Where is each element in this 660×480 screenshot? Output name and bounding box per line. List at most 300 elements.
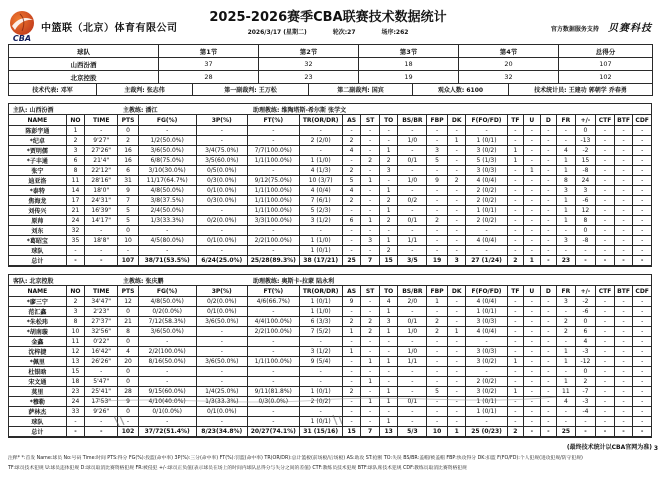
officials-row [9, 84, 653, 96]
table-cell: 23 [557, 256, 576, 266]
legend-line-1: 注释* *:首发 Name:球员 No:号码 Time:时间 PTS:得分 FG(%):投篮(命中率) 3P(%):三分(命中率) FT(%):罚篮(命中率) TR(OR/DR):总计篮板(前场板/后场板) AS:助攻 ST:抢断 TO:失误 BS/BR:盖帽/被盖帽 FBP:快攻得分 DK:扣篮 F(FO/FD):个人犯规(进攻犯规/防守犯规) [8, 456, 583, 461]
table-cell: 1/4(25.0%) [196, 387, 248, 397]
table-cell: - [507, 176, 523, 186]
table-cell: 1 (0/1) [299, 297, 342, 307]
table-cell: - [361, 186, 380, 196]
table-cell: - [633, 236, 652, 246]
table-cell: - [507, 367, 523, 377]
table-cell: - [575, 427, 596, 437]
table-cell: - [398, 417, 427, 427]
table-cell: -4 [575, 407, 596, 417]
table-cell: 28 [159, 71, 259, 84]
table-cell: 9 [342, 297, 361, 307]
table-cell: - [342, 407, 361, 417]
table-cell: 1 (1/0) [299, 156, 342, 166]
column-header: CDF [633, 115, 652, 126]
table-cell: 2/4(50.0%) [138, 206, 196, 216]
table-cell: 球队 [9, 417, 67, 427]
table-cell: - [138, 337, 196, 347]
table-cell: - [342, 226, 361, 236]
table-cell: - [66, 256, 85, 266]
table-cell: - [633, 297, 652, 307]
table-cell: 1 [507, 387, 523, 397]
table-cell: 2 [557, 317, 576, 327]
table-cell: 1 (0/1) [299, 246, 342, 256]
table-cell: - [614, 256, 633, 266]
table-cell: 9 [118, 397, 139, 407]
table-cell: 2 [361, 317, 380, 327]
table-cell: - [361, 417, 380, 427]
table-cell: - [596, 236, 615, 246]
table-cell: 原帅 [9, 216, 67, 226]
column-header: BTF [614, 115, 633, 126]
table-cell: 5 [118, 216, 139, 226]
table-cell: - [524, 397, 540, 407]
table-cell: 4/8(50.0%) [138, 297, 196, 307]
table-cell: 1 (0/1) [299, 417, 342, 427]
table-cell: 陈彭宇通 [9, 126, 67, 136]
table-cell: - [342, 397, 361, 407]
table-cell: - [66, 417, 85, 427]
table-cell: - [614, 297, 633, 307]
table-cell: - [447, 146, 466, 156]
column-header: BS/BR [398, 286, 427, 297]
column-header: PTS [118, 115, 139, 126]
table-cell: 8 [118, 327, 139, 337]
table-cell: - [248, 377, 300, 387]
table-cell: 2 (0/2) [466, 196, 507, 206]
table-row [9, 126, 652, 136]
table-cell: 7 [361, 256, 380, 266]
table-cell: 12 [118, 297, 139, 307]
table-cell: 0 [118, 337, 139, 347]
column-header: 球队 [9, 45, 159, 58]
table-cell: 7 [118, 196, 139, 206]
column-header: BTF [614, 286, 633, 297]
table-cell: - [447, 226, 466, 236]
table-cell: - [557, 136, 576, 146]
table-cell: - [524, 347, 540, 357]
table-cell: - [596, 427, 615, 437]
table-cell: - [427, 246, 448, 256]
table-cell: 32 [66, 226, 85, 236]
column-header: FR [557, 286, 576, 297]
table-cell: 0 [118, 226, 139, 236]
table-cell: - [447, 317, 466, 327]
table-cell: - [447, 216, 466, 226]
table-cell: 山西汾酒 [9, 58, 159, 71]
table-cell: - [524, 417, 540, 427]
table-cell: 38/71(53.5%) [138, 256, 196, 266]
table-cell: - [299, 146, 342, 156]
table-cell: - [398, 246, 427, 256]
table-cell: - [633, 176, 652, 186]
column-header: TR(OR/DR) [299, 115, 342, 126]
table-cell: 6/24(25.0%) [196, 256, 248, 266]
table-cell: 2 (0/2) [466, 377, 507, 387]
table-cell: - [524, 387, 540, 397]
table-cell: - [557, 246, 576, 256]
table-cell: 3 (0/3) [466, 347, 507, 357]
table-cell: -2 [575, 146, 596, 156]
table-cell: 0/2(0.0%) [138, 307, 196, 317]
table-cell: 32 [459, 71, 559, 84]
table-cell: - [557, 307, 576, 317]
table-cell: - [398, 387, 427, 397]
table-cell: - [342, 377, 361, 387]
table-cell: 102 [559, 71, 653, 84]
table-cell: 总计 [9, 427, 67, 437]
table-cell: - [524, 427, 540, 437]
svg-text:CBA: CBA [12, 34, 32, 42]
table-cell: 18 [359, 58, 459, 71]
table-cell: 0/3(0.0%) [196, 196, 248, 206]
table-cell: 2 [342, 136, 361, 146]
table-cell: 25 (0/23) [466, 427, 507, 437]
table-cell: 2 (2/0) [299, 136, 342, 146]
table-cell: - [540, 407, 556, 417]
table-cell: - [633, 246, 652, 256]
table-cell: 25 [342, 256, 361, 266]
table-cell: 0/1(0.0%) [196, 236, 248, 246]
table-cell: 2 [66, 297, 85, 307]
table-cell: - [596, 146, 615, 156]
table-cell: - [614, 166, 633, 176]
officials-cell: 第二副裁判: 国宾 [309, 84, 413, 96]
table-cell: - [466, 337, 507, 347]
table-cell: 1/1(100.0%) [248, 156, 300, 166]
table-cell: - [633, 427, 652, 437]
table-cell: 12 [575, 206, 596, 216]
table-cell: -6 [575, 196, 596, 206]
table-cell: 金鑫 [9, 337, 67, 347]
table-cell: 1/1 [398, 236, 427, 246]
table-cell: 14'17" [85, 216, 118, 226]
table-cell: 2 [379, 216, 398, 226]
table-cell: - [248, 126, 300, 136]
table-cell: 18'8" [85, 236, 118, 246]
table-cell: - [596, 256, 615, 266]
table-cell: 0 [575, 226, 596, 236]
table-cell: 0 [575, 367, 596, 377]
table-cell: - [596, 387, 615, 397]
table-cell: 17 [66, 196, 85, 206]
table-cell: 6 [342, 216, 361, 226]
table-cell: - [427, 397, 448, 407]
page-title: 2025-2026赛季CBA联赛技术数据统计 [209, 10, 447, 25]
column-header: ST [361, 115, 380, 126]
table-cell: - [248, 166, 300, 176]
table-cell: 13 [379, 427, 398, 437]
table-cell: 11/17(64.7%) [138, 176, 196, 186]
table-cell: 12 [66, 347, 85, 357]
table-cell: - [507, 126, 523, 136]
table-cell: - [633, 357, 652, 367]
table-cell: 3 [427, 146, 448, 156]
home-team-section [8, 103, 652, 267]
table-cell: 6 [118, 166, 139, 176]
column-header: AS [342, 115, 361, 126]
table-cell: - [299, 367, 342, 377]
quarter-header-row [9, 45, 653, 58]
table-cell: - [342, 417, 361, 427]
table-cell: - [507, 206, 523, 216]
table-cell: 107 [118, 256, 139, 266]
column-header: U [524, 286, 540, 297]
table-cell: - [614, 196, 633, 206]
table-cell: - [596, 136, 615, 146]
table-cell: - [427, 236, 448, 246]
table-cell: 0/1(0.0%) [196, 307, 248, 317]
column-header: FR [557, 115, 576, 126]
table-cell: - [596, 126, 615, 136]
column-header: 第2节 [259, 45, 359, 58]
table-cell: 4/5(80.0%) [138, 236, 196, 246]
table-cell: 5 (2/3) [299, 206, 342, 216]
table-cell: 2 (0/2) [466, 216, 507, 226]
table-cell: - [447, 387, 466, 397]
table-cell: 102 [118, 427, 139, 437]
table-cell: - [596, 226, 615, 236]
column-header: +/- [575, 286, 596, 297]
table-cell: 2/0 [398, 297, 427, 307]
table-cell: - [614, 327, 633, 337]
away-head-coach: 主教练: 张庆鹏 [123, 278, 164, 285]
table-cell: 35 [66, 236, 85, 246]
table-cell: 5 (1/3) [466, 156, 507, 166]
table-cell: 2 [118, 136, 139, 146]
table-cell: 2/2(100.0%) [248, 327, 300, 337]
table-cell: - [540, 176, 556, 186]
table-cell: - [196, 136, 248, 146]
column-header: 3P(%) [196, 286, 248, 297]
table-cell: 107 [559, 58, 653, 71]
table-cell: - [447, 417, 466, 427]
table-cell: 22'12" [85, 166, 118, 176]
table-cell: 27 (1/24) [466, 256, 507, 266]
table-cell: - [248, 246, 300, 256]
table-row [9, 347, 652, 357]
table-cell: 3/6(50.0%) [196, 317, 248, 327]
table-cell: 1/2(50.0%) [138, 136, 196, 146]
table-cell: - [633, 216, 652, 226]
table-cell: 9/15(60.0%) [138, 387, 196, 397]
table-cell: *纪卓 [9, 136, 67, 146]
table-cell: - [447, 166, 466, 176]
table-cell: - [524, 226, 540, 236]
table-cell: *泰特 [9, 186, 67, 196]
table-cell: 1/0 [398, 347, 427, 357]
table-cell: - [614, 206, 633, 216]
table-cell: - [118, 246, 139, 256]
table-cell: 8/16(50.0%) [138, 357, 196, 367]
table-cell: - [596, 307, 615, 317]
table-cell: 1 [557, 166, 576, 176]
table-cell: 1 (0/1) [466, 397, 507, 407]
game-number: 场序:262 [381, 29, 409, 36]
table-cell: 1 [557, 377, 576, 387]
table-cell: 0/1 [398, 156, 427, 166]
table-cell: 沈梓捷 [9, 347, 67, 357]
table-cell: 2 [575, 377, 596, 387]
table-cell: - [614, 377, 633, 387]
table-row [9, 357, 652, 367]
table-cell: 0/1 [398, 317, 427, 327]
table-cell: - [398, 337, 427, 347]
table-cell: 5 [118, 206, 139, 216]
legend-line-2: TF:球员技术犯规 U:球员违体犯规 D:球员取消比赛资格犯规 FR:被侵犯 +/-:球员正负值(表示球员在场上的时间内球队总得分与失分之间的差值) CTF:教练员技术犯规 BTF:球队席技术犯规 CDF:教练员取消比赛资格犯规 [8, 466, 467, 471]
table-cell: 1 [379, 206, 398, 216]
table-cell: 2'23" [85, 307, 118, 317]
table-cell: - [398, 407, 427, 417]
table-cell: - [633, 226, 652, 236]
table-cell: - [633, 397, 652, 407]
table-cell: 1/3(33.3%) [196, 397, 248, 407]
table-row [9, 156, 652, 166]
table-cell: - [398, 186, 427, 196]
table-cell: 17'53" [85, 397, 118, 407]
table-cell: - [524, 136, 540, 146]
table-cell: - [540, 256, 556, 266]
table-cell: - [596, 297, 615, 307]
table-cell: - [248, 407, 300, 417]
table-cell: - [85, 367, 118, 377]
table-cell: - [361, 307, 380, 317]
table-cell: 0'22" [85, 337, 118, 347]
table-cell: - [524, 186, 540, 196]
game-date: 2026/3/17 (星期二) [247, 29, 307, 36]
table-cell: - [427, 417, 448, 427]
table-cell: - [540, 136, 556, 146]
table-cell: 1 [557, 196, 576, 206]
column-header: ST [361, 286, 380, 297]
table-cell: - [196, 327, 248, 337]
table-cell: - [248, 307, 300, 317]
table-cell: 31 [118, 176, 139, 186]
column-header: BS/BR [398, 115, 427, 126]
table-cell: - [447, 206, 466, 216]
table-cell: - [248, 347, 300, 357]
table-cell: - [507, 226, 523, 236]
table-cell: - [299, 337, 342, 347]
table-cell: - [524, 156, 540, 166]
table-row [9, 246, 652, 256]
table-cell: - [540, 367, 556, 377]
table-cell: - [379, 347, 398, 357]
table-cell: - [427, 126, 448, 136]
column-header: AS [342, 286, 361, 297]
table-cell: - [540, 327, 556, 337]
table-cell: - [398, 166, 427, 176]
table-cell: - [427, 196, 448, 206]
cba-logo-icon [8, 10, 36, 42]
page-header [8, 6, 652, 44]
table-cell: - [398, 367, 427, 377]
table-cell: - [361, 166, 380, 176]
table-cell: - [614, 156, 633, 166]
table-row [9, 206, 652, 216]
table-cell: - [507, 337, 523, 347]
table-cell: 3/3(100.0%) [248, 216, 300, 226]
table-cell: - [557, 367, 576, 377]
table-row [9, 146, 652, 156]
table-cell: - [299, 377, 342, 387]
table-cell: 4 [557, 146, 576, 156]
table-cell: 3 [361, 236, 380, 246]
table-cell: - [427, 367, 448, 377]
column-header: CTF [596, 286, 615, 297]
table-cell: - [507, 236, 523, 246]
table-row [9, 226, 652, 236]
table-cell: - [379, 407, 398, 417]
table-cell: 1 [447, 427, 466, 437]
support-label: 官方数据服务支持 [550, 26, 599, 33]
table-cell: 1/1(100.0%) [248, 186, 300, 196]
table-cell: - [614, 216, 633, 226]
table-cell: 3 [66, 307, 85, 317]
table-cell: - [614, 417, 633, 427]
table-cell: 19 [427, 256, 448, 266]
table-cell: 1 [66, 126, 85, 136]
table-cell: 1 [447, 136, 466, 146]
table-cell: - [633, 196, 652, 206]
table-row [9, 417, 652, 427]
column-header: F(FO/FD) [466, 115, 507, 126]
table-cell: 2 [361, 327, 380, 337]
table-cell: - [196, 347, 248, 357]
table-cell: 25 [557, 427, 576, 437]
table-cell: -13 [575, 136, 596, 146]
table-cell: - [85, 417, 118, 427]
table-cell: 2 [427, 317, 448, 327]
table-cell: 3 [557, 186, 576, 196]
table-cell: - [557, 126, 576, 136]
table-cell: 1/1(100.0%) [248, 206, 300, 216]
table-cell: - [398, 377, 427, 387]
table-cell: 15 [379, 256, 398, 266]
table-cell: 4 [557, 397, 576, 407]
table-row [9, 307, 652, 317]
table-cell: -8 [575, 166, 596, 176]
table-cell: - [596, 206, 615, 216]
table-cell: - [614, 307, 633, 317]
table-cell: - [633, 256, 652, 266]
table-cell: - [379, 367, 398, 377]
table-cell: 1 [427, 297, 448, 307]
table-cell: 5 [427, 156, 448, 166]
table-cell: - [85, 256, 118, 266]
table-cell: - [540, 156, 556, 166]
table-cell: - [633, 206, 652, 216]
table-cell: *廖三宁 [9, 297, 67, 307]
table-cell: - [427, 226, 448, 236]
table-cell: 8 [557, 176, 576, 186]
table-cell: 7 (6/1) [299, 196, 342, 206]
table-cell: - [138, 126, 196, 136]
table-cell: - [524, 206, 540, 216]
table-cell: - [85, 126, 118, 136]
column-header: F(FO/FD) [466, 286, 507, 297]
table-cell: 27'37" [85, 317, 118, 327]
table-cell: - [379, 126, 398, 136]
table-cell: 2 [379, 196, 398, 206]
table-cell: - [248, 367, 300, 377]
table-cell: 1 [557, 216, 576, 226]
table-cell: - [540, 216, 556, 226]
company-name: 中篮联（北京）体育有限公司 [41, 22, 178, 34]
table-row [9, 327, 652, 337]
table-cell: - [447, 236, 466, 246]
